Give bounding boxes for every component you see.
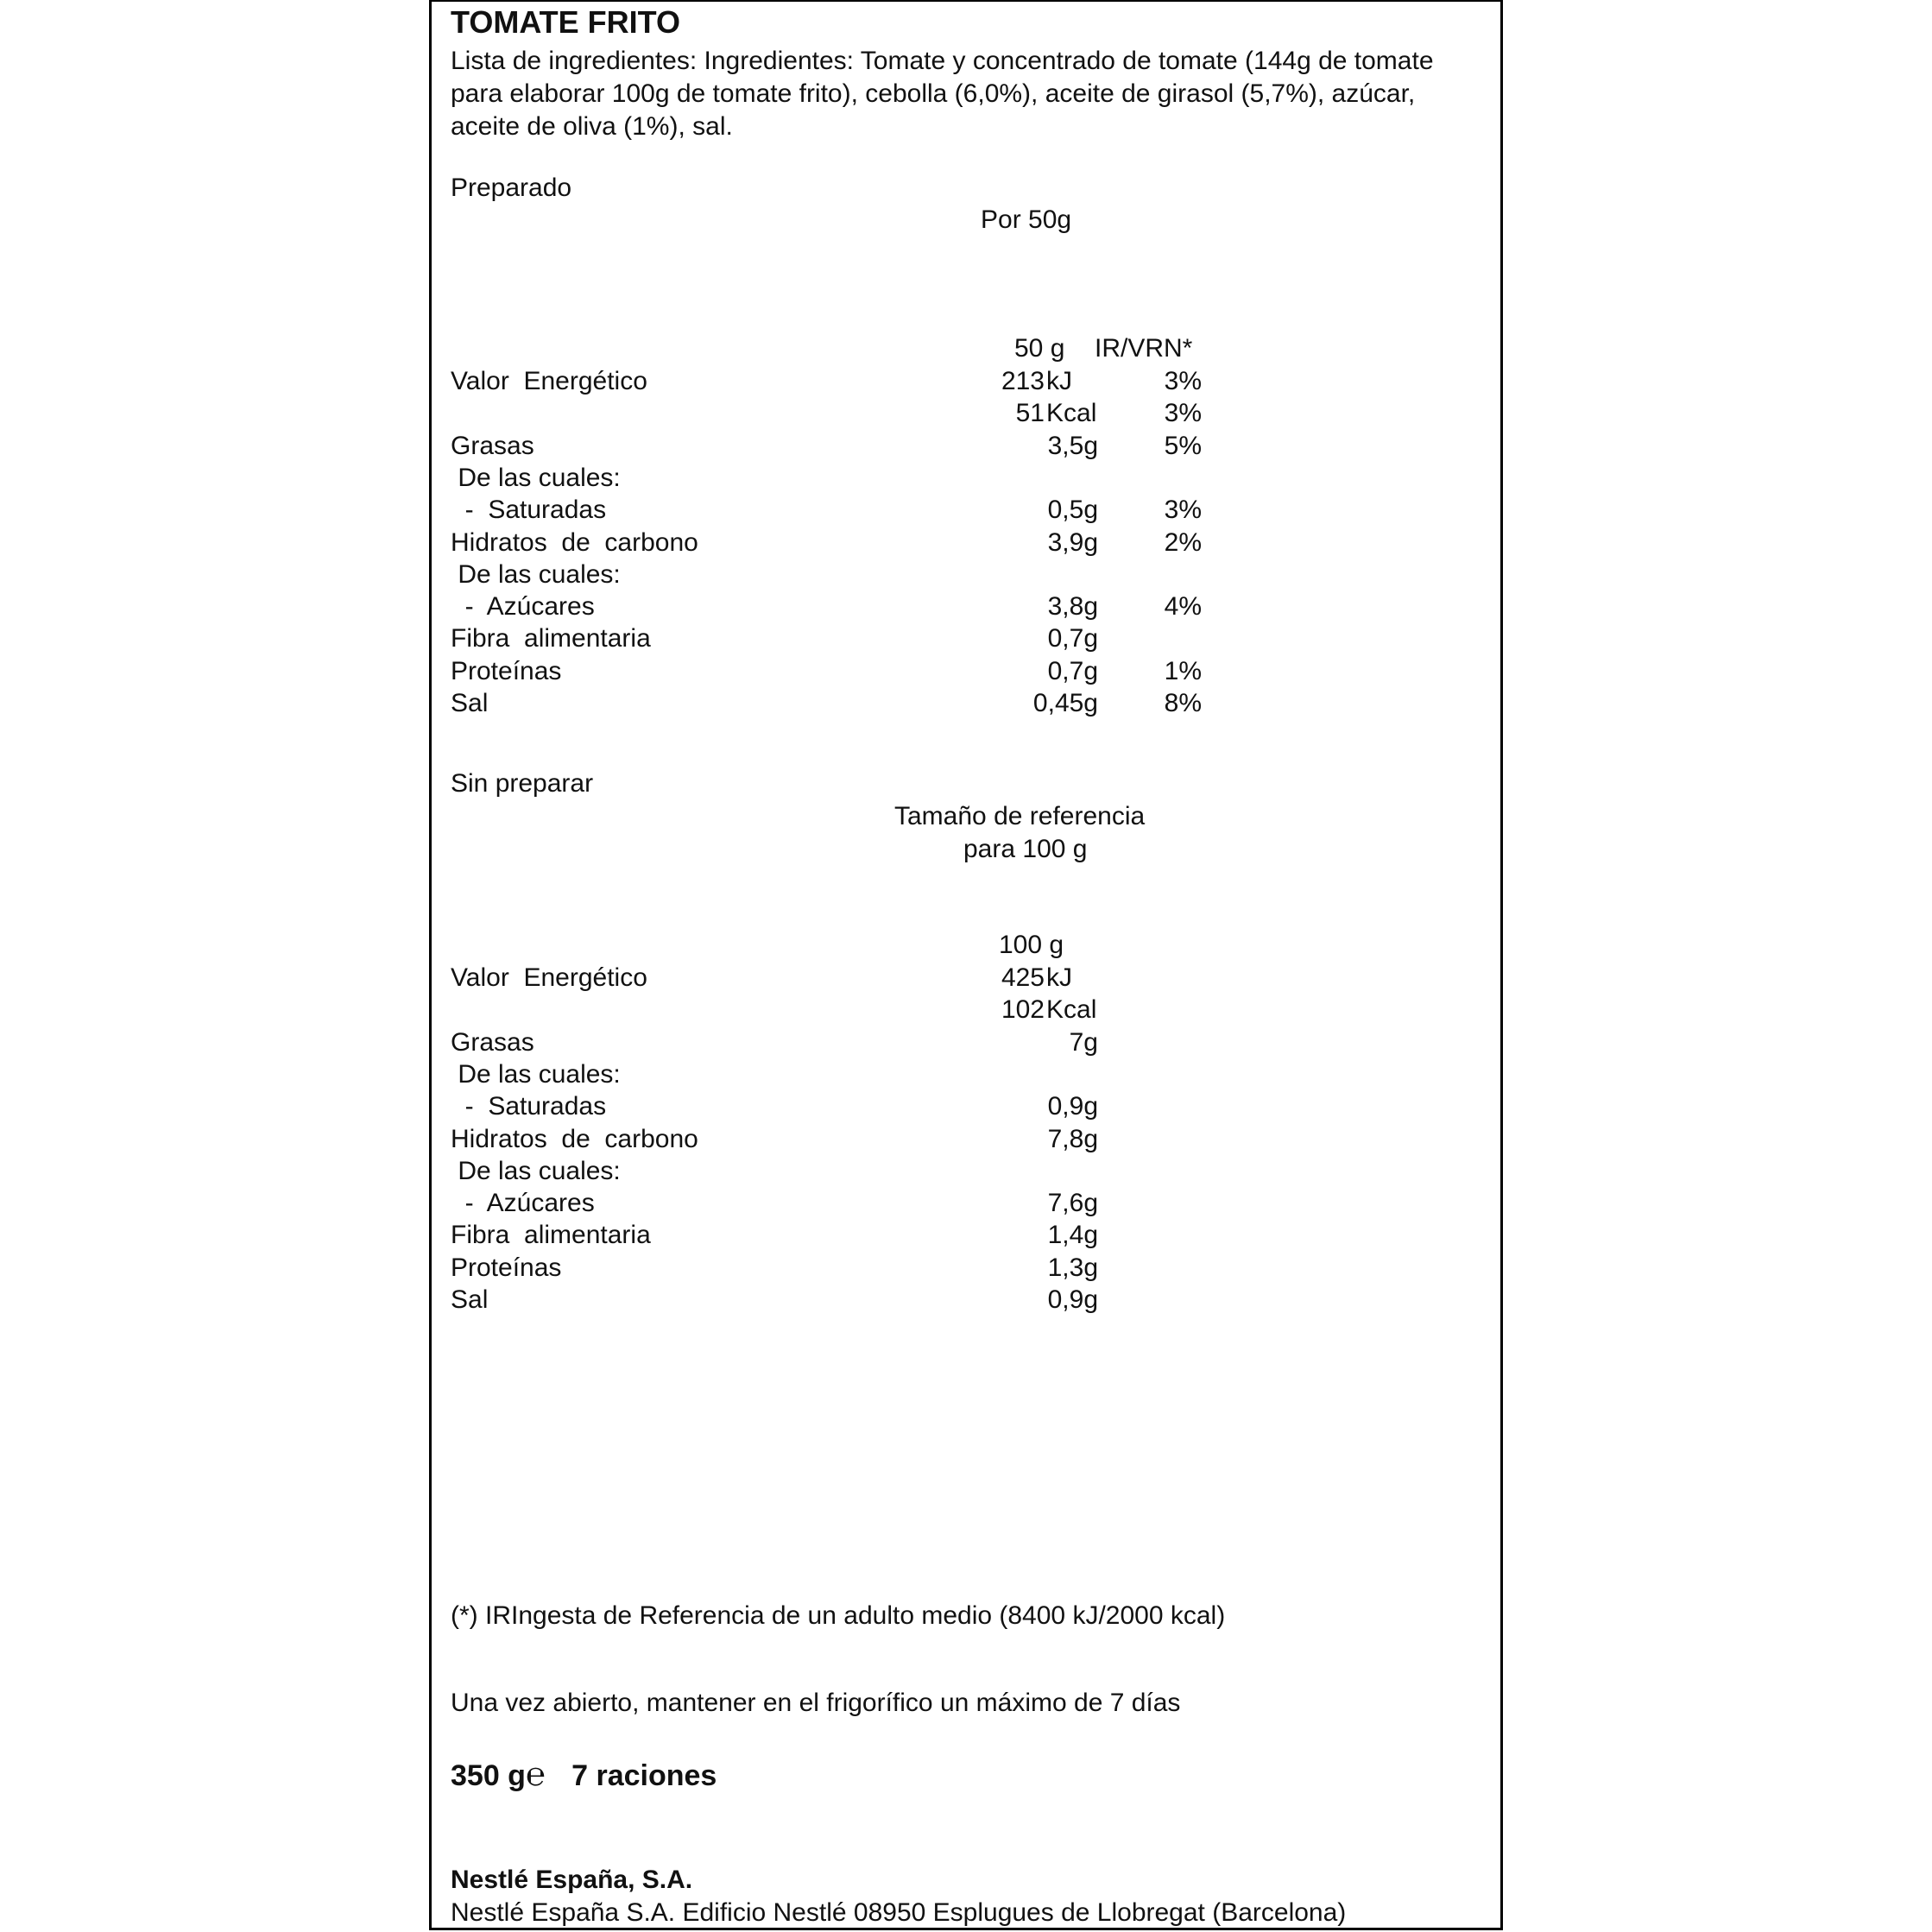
nutrient-name: De las cuales: [451, 1157, 621, 1185]
nutrient-value: 0,9g [1047, 1285, 1098, 1314]
nutrient-value: 213 [1001, 367, 1045, 395]
nutrient-name: - Azúcares [451, 592, 595, 621]
prepared-col-ri: IR/VRN* [1095, 334, 1193, 363]
nutrient-name: Proteínas [451, 1253, 562, 1282]
nutrient-value: 0,9g [1047, 1092, 1098, 1121]
nutrient-name: Fibra alimentaria [451, 624, 651, 653]
nutrient-name: - Azúcares [451, 1189, 595, 1217]
servings: 7 raciones [571, 1759, 717, 1792]
nutrient-unit: kJ [1046, 367, 1072, 395]
nutrient-name: Valor Energético [451, 367, 647, 395]
prepared-col-amount: 50 g [1014, 334, 1065, 363]
unprepared-heading: Sin preparar [451, 769, 594, 798]
nutrient-name: Grasas [451, 432, 534, 460]
nutrient-name: Hidratos de carbono [451, 528, 698, 557]
storage-instructions: Una vez abierto, mantener en el frigorífico un máximo de 7 días [451, 1689, 1181, 1717]
nutrient-value: 1,4g [1047, 1221, 1098, 1249]
net-weight: 350 g [451, 1759, 526, 1792]
nutrient-unit: Kcal [1046, 995, 1097, 1024]
nutrient-ri: 4% [1164, 592, 1202, 621]
nutrient-name: Grasas [451, 1028, 534, 1057]
nutrient-ri: 8% [1164, 689, 1202, 717]
nutrient-value: 7g [1069, 1028, 1098, 1057]
nutrient-value: 0,7g [1047, 657, 1098, 685]
nutrient-ri: 1% [1164, 657, 1202, 685]
nutrient-ri: 2% [1164, 528, 1202, 557]
unprepared-col-amount: 100 g [999, 931, 1064, 959]
unprepared-ref-line2: para 100 g [963, 835, 1088, 863]
nutrient-name: Sal [451, 689, 489, 717]
nutrient-name: Sal [451, 1285, 489, 1314]
nutrient-name: De las cuales: [451, 560, 621, 589]
nutrient-value: 3,9g [1047, 528, 1098, 557]
nutrient-value: 7,8g [1047, 1125, 1098, 1153]
nutrient-ri: 5% [1164, 432, 1202, 460]
nutrient-value: 102 [1001, 995, 1045, 1024]
nutrition-label [429, 0, 1503, 1930]
nutrient-name: Fibra alimentaria [451, 1221, 651, 1249]
nutrient-unit: Kcal [1046, 399, 1097, 427]
footnote: (*) IRIngesta de Referencia de un adulto medio (8400 kJ/2000 kcal) [451, 1601, 1226, 1630]
nutrient-name: De las cuales: [451, 464, 621, 492]
nutrient-name: Hidratos de carbono [451, 1125, 698, 1153]
nutrient-name: Proteínas [451, 657, 562, 685]
nutrient-value: 425 [1001, 963, 1045, 992]
nutrient-value: 3,8g [1047, 592, 1098, 621]
product-title: TOMATE FRITO [451, 4, 680, 40]
nutrient-value: 7,6g [1047, 1189, 1098, 1217]
nutrient-name: - Saturadas [451, 1092, 607, 1121]
net-weight-line [451, 1759, 717, 1793]
prepared-portion: Por 50g [981, 205, 1072, 234]
company-name: Nestlé España, S.A. [451, 1866, 693, 1894]
nutrient-ri: 3% [1164, 496, 1202, 524]
nutrient-value: 51 [1015, 399, 1045, 427]
nutrient-name: De las cuales: [451, 1060, 621, 1089]
nutrient-value: 1,3g [1047, 1253, 1098, 1282]
nutrient-value: 3,5g [1047, 432, 1098, 460]
nutrient-value: 0,7g [1047, 624, 1098, 653]
nutrient-name: Valor Energético [451, 963, 647, 992]
company-address: Nestlé España S.A. Edificio Nestlé 08950 Esplugues de Llobregat (Barcelona) [451, 1898, 1347, 1927]
estimate-mark-icon: ℮ [525, 1757, 546, 1793]
ingredients-list: Lista de ingredientes: Ingredientes: Tomate y concentrado de tomate (144g de tomate para elaborar 100g de tomate frito), cebolla (6,0%), aceite de girasol (5,7%), azúcar, aceite de oliva (1%), sal. [451, 47, 1434, 141]
nutrient-value: 0,45g [1032, 689, 1098, 717]
nutrient-ri: 3% [1164, 367, 1202, 395]
nutrient-unit: kJ [1046, 963, 1072, 992]
nutrient-ri: 3% [1164, 399, 1202, 427]
prepared-heading: Preparado [451, 174, 572, 202]
nutrient-value: 0,5g [1047, 496, 1098, 524]
unprepared-ref-line1: Tamaño de referencia [894, 802, 1146, 830]
nutrient-name: - Saturadas [451, 496, 607, 524]
